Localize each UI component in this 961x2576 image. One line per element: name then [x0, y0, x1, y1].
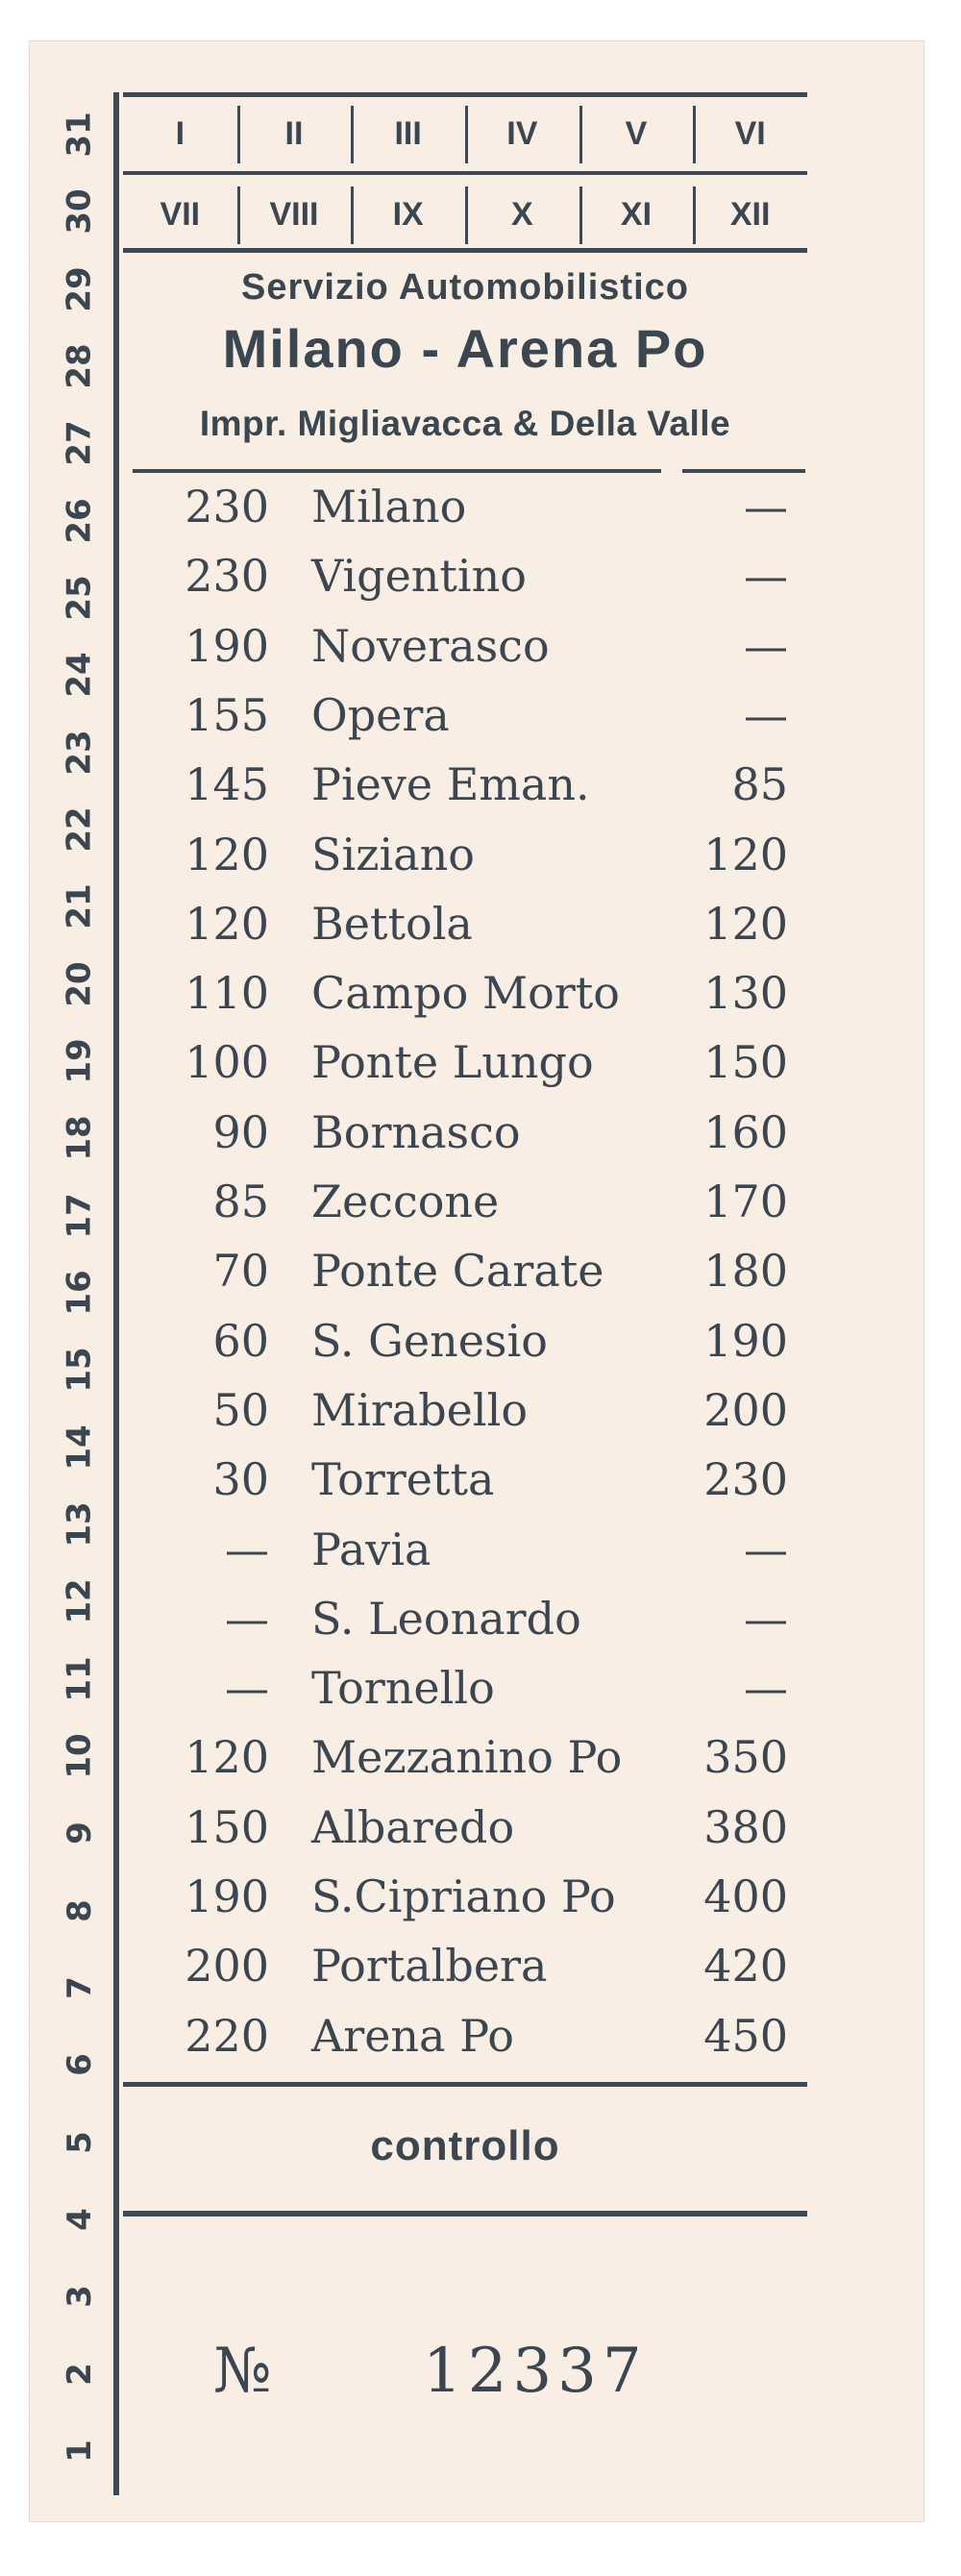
stop-row	[135, 689, 788, 758]
stop-row	[135, 2010, 788, 2079]
fare-outbound: 230	[185, 481, 269, 533]
perforated-edge	[13, 40, 37, 2520]
fare-outbound: 60	[212, 1314, 269, 1367]
stop-name: Bettola	[311, 897, 473, 950]
day-number: 26	[60, 498, 99, 544]
fare-outbound: 110	[185, 967, 269, 1020]
fare-outbound: 190	[185, 619, 269, 672]
fare-return: 350	[703, 1731, 788, 1784]
stop-name: Campo Morto	[311, 967, 620, 1020]
day-number: 18	[60, 1115, 99, 1162]
month-cell-divider	[579, 106, 582, 163]
fare-outbound: 190	[185, 1870, 269, 1922]
fare-return: —	[744, 1523, 788, 1575]
stop-name: Milano	[311, 481, 467, 533]
fare-return: 170	[703, 1176, 788, 1227]
day-strip	[44, 96, 115, 2489]
month-cell: VII	[160, 195, 201, 233]
month-cell: III	[394, 114, 422, 152]
stop-name: Mirabello	[311, 1383, 529, 1436]
day-number: 22	[60, 806, 99, 853]
month-cell-divider	[579, 186, 582, 244]
fare-return: 130	[703, 967, 788, 1020]
stop-row	[135, 620, 788, 689]
fare-return: —	[744, 1592, 788, 1645]
fare-return: —	[744, 1662, 788, 1715]
fare-outbound: 200	[185, 1940, 269, 1993]
fare-return: 450	[703, 2009, 788, 2062]
day-number: 6	[60, 2053, 99, 2077]
stop-row	[135, 550, 788, 619]
service-line: Servizio Automobilistico	[241, 267, 689, 308]
fare-return: 85	[731, 758, 788, 811]
stop-row	[135, 1315, 788, 1384]
stop-name: Portalbera	[311, 1940, 548, 1993]
stop-name: S.Cipriano Po	[311, 1870, 616, 1922]
stop-row	[135, 1940, 788, 2009]
stop-row	[135, 758, 788, 828]
fare-outbound: —	[225, 1662, 269, 1715]
day-number: 3	[60, 2285, 99, 2309]
number-symbol: №	[213, 2336, 272, 2407]
month-cell: XII	[729, 195, 771, 233]
fare-return: 200	[703, 1383, 788, 1436]
month-cell-divider	[351, 186, 354, 244]
fare-outbound: 30	[212, 1453, 269, 1506]
serial-number: 12337	[423, 2336, 648, 2407]
stop-row	[135, 1870, 788, 1940]
stop-name: Siziano	[311, 828, 475, 880]
month-cell: I	[175, 114, 185, 152]
fare-outbound: 145	[185, 758, 269, 811]
day-number: 25	[60, 575, 99, 621]
fare-outbound: 100	[185, 1036, 269, 1089]
stop-row	[135, 829, 788, 898]
fare-outbound: —	[225, 1523, 269, 1575]
fare-return: —	[744, 688, 788, 741]
fare-outbound: 120	[185, 828, 269, 880]
fare-outbound: —	[225, 1592, 269, 1645]
fare-return: —	[744, 550, 788, 603]
day-number: 1	[60, 2439, 99, 2463]
month-cell: VIII	[269, 195, 319, 233]
stop-row	[135, 1593, 788, 1662]
fare-outbound: 120	[185, 1731, 269, 1784]
day-number: 7	[60, 1976, 99, 1999]
fare-outbound: 70	[212, 1245, 269, 1298]
fare-return: 230	[703, 1453, 788, 1506]
fare-return: —	[744, 481, 788, 533]
day-number: 16	[60, 1270, 99, 1316]
stop-name: Zeccone	[311, 1176, 500, 1227]
stop-name: Vigentino	[311, 550, 527, 603]
day-number: 27	[60, 420, 99, 467]
control-bottom-line	[123, 2211, 807, 2217]
fare-return: 190	[703, 1314, 788, 1367]
month-cell: II	[284, 114, 304, 152]
month-cell-divider	[237, 186, 240, 244]
day-number: 13	[60, 1501, 99, 1548]
stop-row	[135, 1245, 788, 1314]
fare-return: 120	[703, 828, 788, 880]
month-cell-divider	[693, 186, 696, 244]
fare-return: 160	[703, 1105, 788, 1158]
header-underline-right	[682, 469, 805, 473]
fare-outbound: 220	[185, 2009, 269, 2062]
fare-return: 400	[703, 1870, 788, 1922]
day-number: 15	[60, 1347, 99, 1393]
day-strip-divider	[113, 92, 119, 2495]
stop-row	[135, 481, 788, 550]
month-cell: VI	[734, 114, 766, 152]
month-cell-divider	[465, 106, 468, 163]
fare-outbound: 85	[212, 1176, 269, 1227]
month-cell: XI	[620, 195, 653, 233]
fare-outbound: 155	[185, 688, 269, 741]
month-cell-divider	[237, 106, 240, 163]
stop-row	[135, 1176, 788, 1245]
day-number: 30	[60, 188, 99, 235]
stop-name: Mezzanino Po	[311, 1731, 623, 1784]
stop-name: Ponte Carate	[311, 1245, 604, 1298]
control-top-line	[123, 2082, 807, 2087]
day-number: 29	[60, 266, 99, 312]
fare-outbound: 90	[212, 1105, 269, 1158]
fare-return: 120	[703, 897, 788, 950]
stop-row	[135, 1106, 788, 1176]
fare-outbound: 150	[185, 1800, 269, 1853]
stop-name: S. Leonardo	[311, 1592, 581, 1645]
day-number: 2	[60, 2362, 99, 2386]
stop-row	[135, 1662, 788, 1731]
stop-row	[135, 1384, 788, 1453]
day-number: 19	[60, 1038, 99, 1084]
day-number: 21	[60, 883, 99, 930]
stop-name: Pavia	[311, 1523, 431, 1575]
month-cell-divider	[693, 106, 696, 163]
fare-return: —	[744, 619, 788, 672]
month-grid	[123, 92, 807, 254]
company-name: Impr. Migliavacca & Della Valle	[199, 404, 731, 443]
header-underline	[133, 469, 661, 473]
route-title: Milano - Arena Po	[222, 318, 708, 379]
day-number: 5	[60, 2130, 99, 2154]
month-cell: IX	[392, 195, 424, 233]
day-number: 8	[60, 1898, 99, 1922]
month-cell-divider	[465, 186, 468, 244]
stop-row	[135, 1731, 788, 1800]
month-cell: X	[510, 195, 533, 233]
day-number: 4	[60, 2208, 99, 2231]
stop-name: Noverasco	[311, 619, 550, 672]
fare-outbound: 230	[185, 550, 269, 603]
day-number: 24	[60, 652, 99, 699]
day-number: 31	[60, 111, 99, 158]
stop-name: Arena Po	[311, 2009, 514, 2062]
day-number: 17	[60, 1193, 99, 1239]
stop-name: Torretta	[311, 1453, 495, 1506]
fare-return: 150	[703, 1036, 788, 1089]
fare-return: 180	[703, 1245, 788, 1298]
day-number: 14	[60, 1424, 99, 1471]
stop-name: Pieve Eman.	[311, 758, 590, 811]
fare-return: 380	[703, 1800, 788, 1853]
stop-row	[135, 1453, 788, 1523]
control-label: controllo	[370, 2122, 560, 2169]
stop-name: Ponte Lungo	[311, 1036, 594, 1089]
month-cell: V	[625, 114, 648, 152]
day-number: 10	[60, 1733, 99, 1779]
month-cell-divider	[351, 106, 354, 163]
day-number: 11	[60, 1655, 99, 1702]
stop-name: Opera	[311, 688, 450, 741]
stop-row	[135, 1036, 788, 1105]
day-number: 9	[60, 1821, 99, 1845]
month-cell: IV	[506, 114, 538, 152]
stop-name: Bornasco	[311, 1105, 521, 1158]
day-number: 23	[60, 730, 99, 776]
stop-row	[135, 967, 788, 1036]
stop-row	[135, 1523, 788, 1593]
day-number: 12	[60, 1578, 99, 1624]
stop-row	[135, 1801, 788, 1870]
fare-outbound: 120	[185, 897, 269, 950]
fare-return: 420	[703, 1940, 788, 1993]
stop-row	[135, 898, 788, 967]
stop-name: S. Genesio	[311, 1314, 548, 1367]
day-number: 20	[60, 961, 99, 1007]
stop-name: Albaredo	[311, 1800, 515, 1853]
fare-outbound: 50	[212, 1383, 269, 1436]
day-number: 28	[60, 343, 99, 389]
stop-name: Tornello	[311, 1662, 495, 1715]
